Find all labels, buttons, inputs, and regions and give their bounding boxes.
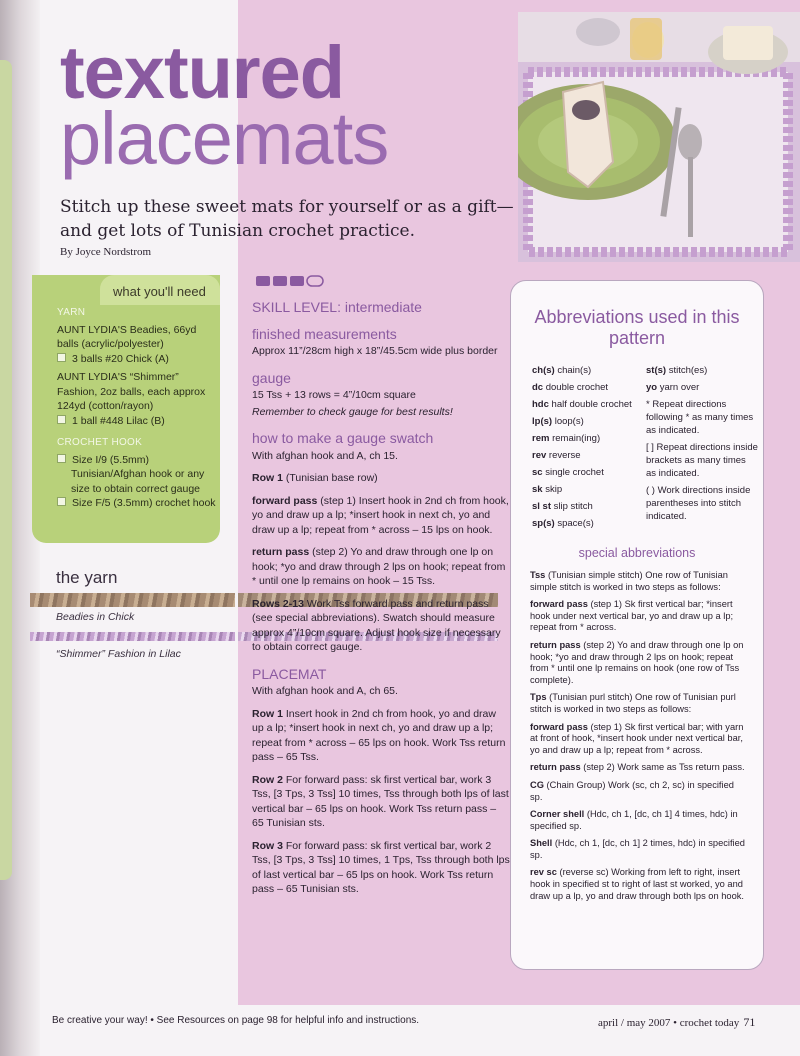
- abbreviation-definition: remain(ing): [552, 433, 601, 444]
- abbreviations-title: Abbreviations used in this pattern: [534, 307, 740, 348]
- abbreviation-term: sl st: [532, 501, 552, 512]
- footer-issue: [598, 1015, 755, 1030]
- abbreviation-term: dc: [532, 382, 544, 393]
- spec-tss-fwd-text: (step 1) Sk first vertical bar; *insert hook under next vertical bar, yo and draw up a lp; repeat from * across.: [530, 599, 734, 633]
- abbreviation-definition: skip: [545, 484, 563, 495]
- placemat-row1-text: Insert hook in 2nd ch from hook, yo and draw up a lp; *insert hook in next ch, yo and draw up a lp; repeat from * across – 65 lps on hook. Work Tss return pass – 65 Tss.: [252, 707, 506, 763]
- swatch-rows: [252, 597, 510, 655]
- yarn1-caption: Beadies in Chick: [56, 611, 135, 623]
- abbreviation-row: [532, 381, 642, 394]
- abbreviation-row: [646, 364, 758, 377]
- abbreviation-term: yo: [646, 382, 658, 393]
- abbreviation-row: [532, 398, 642, 411]
- yarn1-qty: 3 balls #20 Chick (A): [72, 352, 169, 365]
- abbreviation-definition: space(s): [557, 518, 594, 529]
- hook2-row: [57, 496, 217, 511]
- abbreviation-row: [532, 500, 642, 513]
- swatch-rows-label: Rows 2-13: [252, 597, 304, 610]
- abbreviation-term: sp(s): [532, 518, 555, 529]
- checkbox-icon: [57, 415, 66, 424]
- abbreviation-row: [532, 415, 642, 428]
- swatch-forward-pass: [252, 494, 510, 538]
- spec-shell-text: (Hdc, ch 1, [dc, ch 1] 2 times, hdc) in specified sp.: [530, 838, 745, 860]
- spec-tss-ret-text: (step 2) Yo and draw through one lp on hook; *yo and draw through 2 lps on hook; repeat from * until one lp remains on hook (one row of Tss complete).: [530, 639, 744, 685]
- spec-tps-ret-label: return pass: [530, 762, 581, 773]
- placemat-row3: [252, 839, 510, 897]
- swatch-row1-label: Row 1: [252, 472, 283, 484]
- spec-tps: [530, 692, 745, 715]
- abbreviation-term: rem: [532, 433, 550, 444]
- the-yarn-heading: the yarn: [56, 568, 118, 587]
- page-number: 71: [743, 1015, 756, 1029]
- abbreviation-definition: slip stitch: [553, 501, 593, 512]
- abbreviation-definition: chain(s): [557, 365, 592, 376]
- spec-tss: [530, 570, 745, 593]
- abbreviation-row: [646, 381, 758, 394]
- placemat-row1: [252, 707, 510, 765]
- yarn1-label: [56, 611, 134, 623]
- checkbox-icon: [57, 497, 66, 506]
- footer-issue-text: april / may 2007 • crochet today: [598, 1017, 740, 1029]
- spec-revsc: [530, 867, 745, 902]
- spec-tps-label: Tps: [530, 692, 547, 703]
- yarn1-qty-row: [57, 352, 217, 367]
- swatch-fwd-text: (step 1) Insert hook in 2nd ch from hook, yo and draw up a lp; *insert hook in next ch, yo and draw up a lp; repeat from * across – 15 lps on hook.: [252, 494, 509, 536]
- spec-shell: [530, 838, 745, 861]
- yarn1-name: AUNT LYDIA'S Beadies, 66yd balls (acrylic/polyester): [57, 323, 197, 350]
- spec-tps-text: (Tunisian purl stitch) One row of Tunisian purl stitch is worked in two steps as follows:: [530, 692, 736, 714]
- swatch-row1-text: (Tunisian base row): [285, 472, 378, 484]
- spec-revsc-text: (reverse sc) Working from left to right, insert hook in specified st to right of last st worked, yo and draw up a lp, yo and draw through both lps on hook.: [530, 867, 744, 901]
- footer-note: Be creative your way! • See Resources on page 98 for helpful info and instructions.: [52, 1015, 420, 1026]
- swatch-row1: [252, 471, 510, 486]
- what-you-need-body: [57, 306, 217, 511]
- placemat-row2: [252, 773, 510, 831]
- abbreviation-definition: double crochet: [545, 382, 609, 393]
- swatch-heading: how to make a gauge swatch: [252, 430, 434, 446]
- placemat-row2-text: For forward pass: sk first vertical bar, work 3 Tss, [3 Tps, 3 Tss] 10 times, Tss through both lps of last vertical bar – 65 lps on hook. Work Tss return pass – 65 Tunisian sts.: [252, 773, 509, 829]
- abbreviation-row: [532, 449, 642, 462]
- subtitle: Stitch up these sweet mats for yourself or as a gift—and get lots of Tunisian crochet practice.: [60, 197, 514, 241]
- spec-tps-ret-text: (step 2) Work same as Tss return pass.: [583, 762, 745, 773]
- yarn2-name: AUNT LYDIA'S “Shimmer” Fashion, 2oz balls, each approx 124yd (cotton/rayon): [57, 371, 206, 412]
- yarn-strand-shimmer: [30, 632, 235, 641]
- spec-tps-fwd: [530, 722, 745, 757]
- spec-cg-text: (Chain Group) Work (sc, ch 2, sc) in specified sp.: [530, 779, 734, 802]
- spec-tps-fwd-label: forward pass: [530, 721, 588, 732]
- abbreviations-left-column: [532, 364, 642, 534]
- byline: By Joyce Nordstrom: [60, 246, 152, 258]
- abbreviation-definition: reverse: [548, 450, 581, 461]
- placemat-row3-label: Row 3: [252, 839, 283, 852]
- title-line-1: textured: [60, 31, 344, 114]
- yarn-label: YARN: [57, 307, 86, 318]
- gauge-note: Remember to check gauge for best results!: [252, 405, 453, 418]
- spec-shell-label: Shell: [530, 838, 553, 849]
- measurements-heading: finished measurements: [252, 325, 397, 342]
- hook-label: CROCHET HOOK: [57, 437, 143, 448]
- spec-revsc-label: rev sc: [530, 867, 557, 878]
- abbreviation-term: rev: [532, 450, 547, 461]
- spec-cg-label: CG: [530, 779, 544, 790]
- placemat-intro: With afghan hook and A, ch 65.: [252, 685, 398, 697]
- page-title: [60, 31, 389, 180]
- yarn2-qty: 1 ball #448 Lilac (B): [72, 414, 165, 427]
- abbreviation-term: ch(s): [532, 365, 555, 376]
- checkbox-icon: [57, 353, 66, 362]
- abbreviation-definition: stitch(es): [668, 365, 708, 376]
- spec-tss-text: (Tunisian simple stitch) One row of Tunisian simple stitch is worked in two steps as follows:: [530, 570, 728, 592]
- abbreviation-row: [646, 398, 758, 437]
- abbreviation-term: st(s): [646, 365, 667, 376]
- gauge-text: 15 Tss + 13 rows = 4”/10cm square: [252, 389, 416, 401]
- abbreviation-definition: [ ] Repeat directions inside brackets as many times as indicated.: [646, 442, 758, 479]
- abbreviation-definition: ( ) Work directions inside parentheses into stitch indicated.: [646, 485, 751, 522]
- abbreviation-row: [532, 364, 642, 377]
- swatch-fwd-label: forward pass: [252, 494, 318, 507]
- hook1: Size I/9 (5.5mm) Tunisian/Afghan hook or any size to obtain correct gauge: [71, 453, 205, 495]
- swatch-intro: With afghan hook and A, ch 15.: [252, 449, 398, 462]
- swatch-rows-text: Work Tss forward pass and return pass (see special abbreviations). Swatch should measure approx 4”/10cm square. Adjust hook size if necessary to obtain correct gauge.: [252, 597, 501, 653]
- main-instructions: [252, 300, 510, 905]
- swatch-return-pass: [252, 545, 510, 589]
- skill-level: SKILL LEVEL: intermediate: [252, 299, 422, 315]
- yarn2-label: [56, 648, 181, 660]
- special-abbreviations: [530, 570, 745, 908]
- swatch-ret-label: return pass: [252, 546, 310, 558]
- title-line-2: placemats: [60, 97, 389, 180]
- placemat-photo: [518, 12, 800, 262]
- spec-cg: [530, 780, 745, 803]
- yarn-strand-beadies: [30, 593, 235, 607]
- abbreviation-row: [532, 432, 642, 445]
- abbreviation-row: [532, 483, 642, 496]
- placemat-heading: PLACEMAT: [252, 665, 327, 682]
- skill-level-icon: [256, 274, 326, 288]
- abbreviation-row: [646, 484, 758, 523]
- abbreviation-definition: loop(s): [554, 416, 584, 427]
- abbreviation-row: [532, 466, 642, 479]
- spec-corner: [530, 809, 745, 832]
- abbreviation-definition: single crochet: [545, 467, 604, 478]
- swatch-ret-text: (step 2) Yo and draw through one lp on hook; *yo and draw through 2 lps on hook; repeat from * until one lp remains on hook – 15 Tss.: [252, 546, 506, 587]
- abbreviation-row: [646, 441, 758, 480]
- measurements-text: Approx 11”/28cm high x 18”/45.5cm wide plus border: [252, 345, 498, 357]
- previous-page-edge: [0, 60, 12, 880]
- hook1-row: [57, 453, 217, 497]
- abbreviation-term: sk: [532, 484, 543, 495]
- spec-tps-ret: [530, 762, 745, 774]
- gauge-heading: gauge: [252, 369, 291, 386]
- what-you-need-heading: what you'll need: [113, 284, 206, 299]
- abbreviation-definition: half double crochet: [551, 399, 632, 410]
- spec-tss-ret: [530, 640, 745, 686]
- placemat-row3-text: For forward pass: sk first vertical bar, work 2 Tss, [3 Tps, 3 Tss] 10 times, 1 Tps, Tss through both lps of last vertical bar – 65 lps on hook. Work Tss return pass – 65 Tunisian sts.: [252, 839, 510, 895]
- abbreviation-term: sc: [532, 467, 543, 478]
- abbreviation-term: hdc: [532, 399, 549, 410]
- spec-tss-label: Tss: [530, 570, 546, 580]
- abbreviation-term: lp(s): [532, 416, 553, 427]
- hook2: Size F/5 (3.5mm) crochet hook: [72, 497, 216, 509]
- placemat-photo-illustration: [518, 12, 800, 262]
- spec-tss-fwd: [530, 599, 745, 634]
- spec-tss-ret-label: return pass: [530, 639, 581, 650]
- abbreviation-row: [532, 517, 642, 530]
- spec-corner-label: Corner shell: [530, 809, 585, 820]
- placemat-row2-label: Row 2: [252, 773, 283, 786]
- abbreviation-definition: * Repeat directions following * as many times as indicated.: [646, 399, 754, 436]
- abbreviations-right-column: [646, 364, 758, 527]
- spec-corner-text: (Hdc, ch 1, [dc, ch 1] 4 times, hdc) in specified sp.: [530, 809, 738, 831]
- yarn2-qty-row: [57, 414, 217, 429]
- checkbox-icon: [57, 454, 66, 463]
- spec-tps-fwd-text: (step 1) Sk first vertical bar; with yarn at front of hook, *insert hook under next vertical bar, yo and draw up a lp; repeat from * across.: [530, 721, 744, 755]
- abbreviation-definition: yarn over: [659, 382, 700, 393]
- special-abbreviations-heading: special abbreviations: [578, 546, 696, 560]
- placemat-row1-label: Row 1: [252, 707, 283, 720]
- spec-tss-fwd-label: forward pass: [530, 599, 588, 610]
- yarn2-caption: “Shimmer” Fashion in Lilac: [56, 648, 181, 660]
